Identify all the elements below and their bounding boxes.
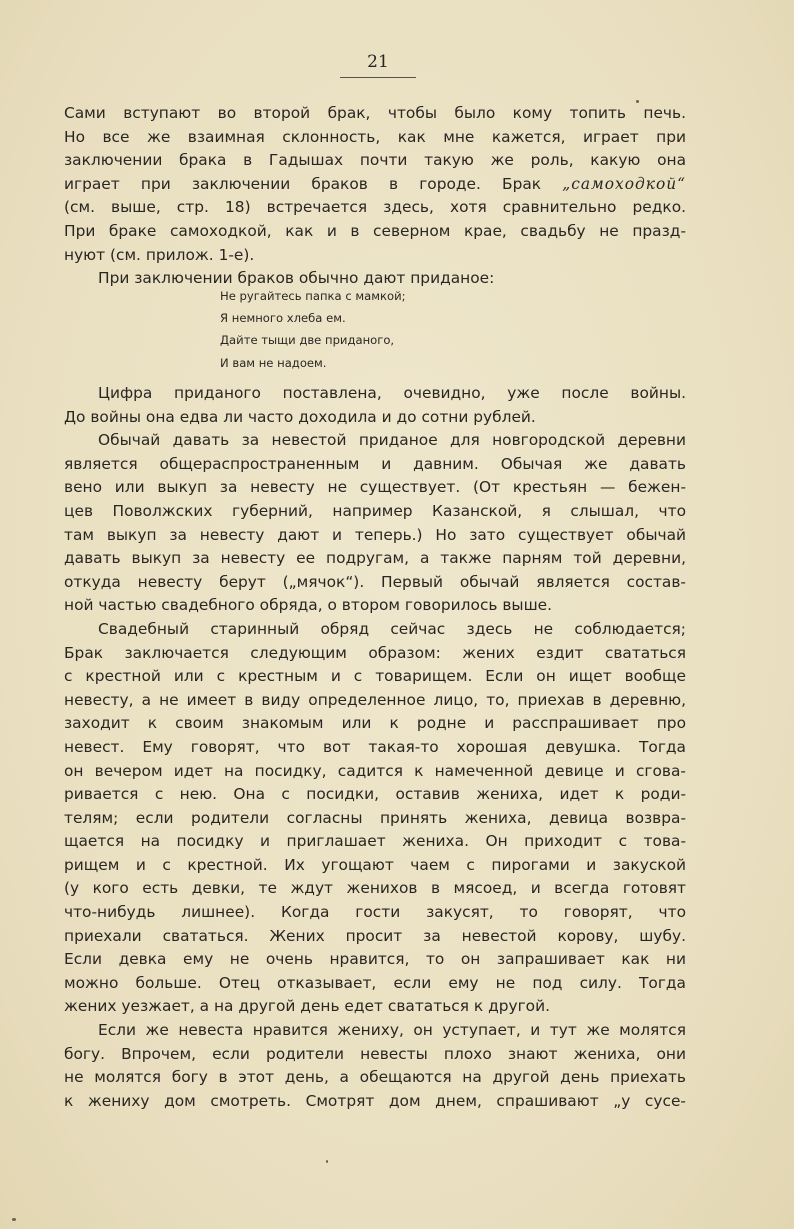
paragraph-block-1 [64, 102, 686, 291]
text-line: Свадебный старинный обряд сейчас здесь не соблюдается; [98, 619, 686, 638]
text-line: откуда невесту берут („мячок“). Первый обычай является состав- [64, 572, 686, 591]
text-line: приехали свататься. Жених просит за невестой корову, шубу. [64, 926, 686, 945]
text-line: При заключении браков обычно дают приданое: [98, 269, 495, 288]
text-line: Сами вступают во второй брак, чтобы было кому топить печь. [64, 104, 686, 122]
text-line: не молятся богу в этот день, а обещаются на другой день приехать [64, 1068, 686, 1087]
text-fragment: играет при заключении браков в городе. Брак [64, 174, 563, 193]
text-line [64, 173, 686, 197]
poem-line: Не ругайтесь папка с мамкой; [220, 289, 406, 303]
page-number: 21 [367, 52, 389, 72]
text-line: заходит к своим знакомым или к родне и расспрашивает про [64, 714, 686, 733]
text-line: давать выкуп за невесту ее подругам, а также парням той деревни, [64, 549, 686, 568]
paper-speck [326, 1160, 328, 1163]
text-line: Обычай давать за невестой приданое для новгородской деревни [98, 431, 686, 450]
text-line: рищем и с крестной. Их угощают чаем с пирогами и закуской [64, 855, 686, 874]
text-line: До войны она едва ли часто доходила и до сотни рублей. [64, 407, 536, 426]
text-line: вено или выкуп за невесту не существует. (От крестьян — бежен- [64, 478, 686, 497]
poem-block [220, 285, 480, 374]
text-line: нуют (см. прилож. 1-е). [64, 245, 255, 264]
text-line: (см. выше, стр. 18) встречается здесь, хотя сравнительно редко. [64, 198, 686, 217]
page-number-rule [340, 77, 416, 78]
text-line: жених уезжает, а на другой день едет свататься к другой. [64, 997, 550, 1016]
text-line: там выкуп за невесту дают и теперь.) Но зато существует обычай [64, 525, 686, 544]
text-line: ной частью свадебного обряда, о втором говорилось выше. [64, 596, 553, 615]
text-line: невесту, а не имеет в виду определенное лицо, то, приехав в деревню, [64, 690, 686, 709]
poem-line: Дайте тыщи две приданого, [220, 333, 395, 348]
paragraph-block-2 [64, 382, 686, 1113]
emphasized-term: „самоходкой“ [562, 174, 686, 193]
text-line: невест. Ему говорят, что вот такая-то хорошая девушка. Тогда [64, 737, 686, 756]
text-line: Если девка ему не очень нравится, то он запрашивает как ни [64, 950, 686, 969]
text-line: является общераспространенным и давним. Обычая же давать [64, 454, 686, 473]
text-line: Цифра приданого поставлена, очевидно, уже после войны. [98, 384, 686, 402]
text-line: с крестной или с крестным и с товарищем. Если он ищет вообще [64, 667, 686, 686]
paper-speck [12, 1218, 16, 1221]
poem-line: И вам не надоем. [220, 355, 327, 370]
text-line: богу. Впрочем, если родители невесты плохо знают жениха, они [64, 1044, 686, 1063]
text-line: можно больше. Отец отказывает, если ему не под силу. Тогда [64, 973, 686, 992]
text-line: Брак заключается следующим образом: жених ездит свататься [64, 643, 686, 662]
text-line: Но все же взаимная склонность, как мне кажется, играет при [64, 127, 686, 146]
poem-line: Я немного хлеба ем. [220, 311, 346, 326]
text-line: При браке самоходкой, как и в северном крае, свадьбу не празд- [64, 221, 686, 240]
text-line: что-нибудь лишнее). Когда гости закусят, то говорят, что [64, 903, 686, 922]
text-line: цев Поволжских губерний, например Казанской, я слышал, что [64, 501, 686, 520]
text-line: он вечером идет на посидку, садится к намеченной девице и сгова- [64, 761, 686, 780]
text-line: щается на посидку и приглашает жениха. Он приходит с това- [64, 832, 686, 851]
text-line: ривается с нею. Она с посидки, оставив жениха, идет к роди- [64, 785, 686, 804]
text-line: к жениху дом смотреть. Смотрят дом днем, спрашивают „у сусе- [64, 1091, 686, 1110]
text-line: телям; если родители согласны принять жениха, девица возвра- [64, 808, 686, 827]
text-line: Если же невеста нравится жениху, он уступает, и тут же молятся [98, 1021, 686, 1040]
text-line: (у кого есть девки, те ждут женихов в мясоед, и всегда готовят [64, 879, 686, 898]
paper-speck [636, 100, 639, 103]
text-line: заключении брака в Гадышах почти такую же роль, какую она [64, 151, 686, 170]
